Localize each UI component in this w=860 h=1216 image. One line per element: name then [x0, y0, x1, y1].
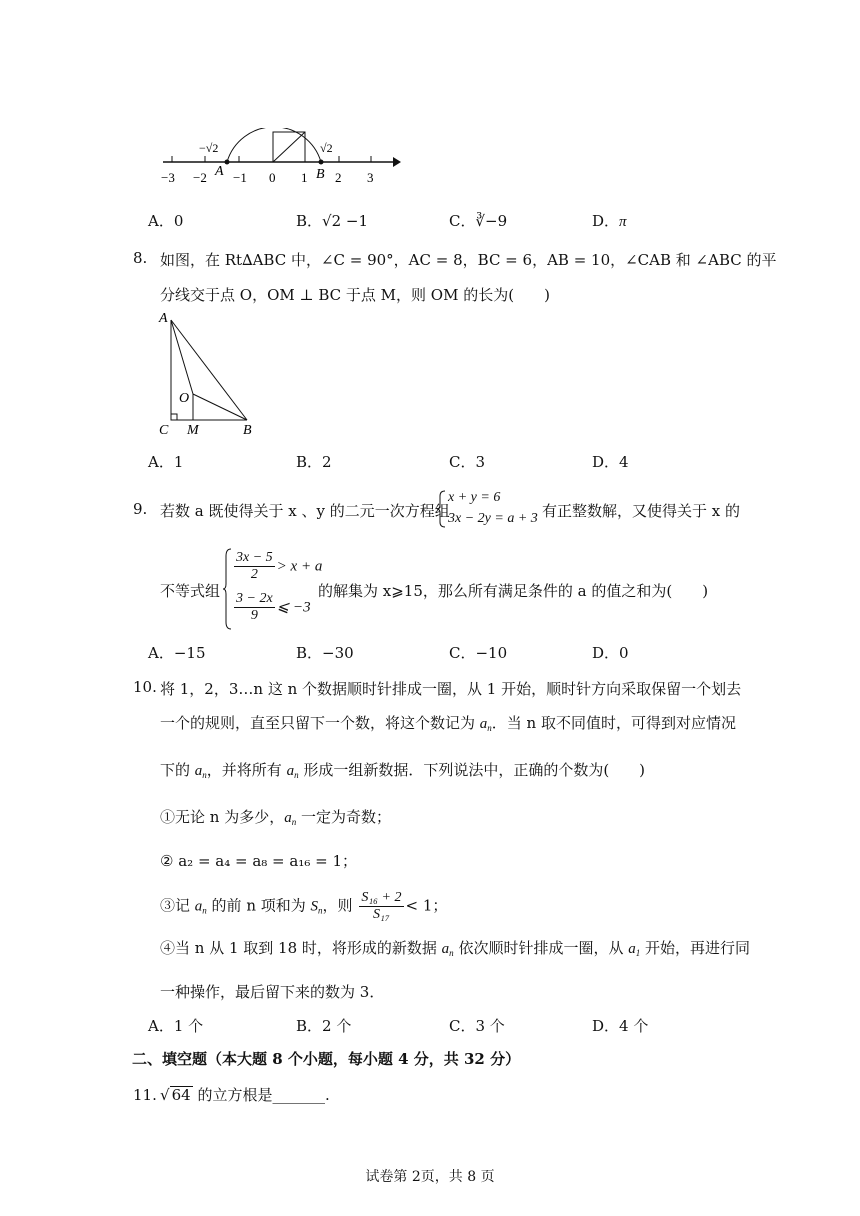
q10-line2: 一个的规则，直至只留下一个数，将这个数记为 $a_n$．当 n 取不同值时，可得到对应情况	[160, 714, 736, 733]
q9-option-c: C．−10	[449, 644, 508, 662]
q10-option-b: B．2 个	[296, 1017, 352, 1035]
system-eq2: 3x − 2y = a + 3	[448, 511, 538, 526]
q8-option-d: D．4	[592, 453, 629, 471]
q9-option-d: D．0	[592, 644, 629, 662]
q9-post: 有正整数解，又使得关于 x 的	[542, 502, 740, 520]
q9-ineq-post: 的解集为 x⩾15，那么所有满足条件的 a 的值之和为( )	[318, 582, 709, 600]
tick-label: 2	[335, 170, 342, 185]
q10-option-a: A．1 个	[148, 1017, 204, 1035]
q8-line1: 如图，在 Rt∆ABC 中，∠C = 90°，AC = 8，BC = 6，AB = 10，∠CAB 和 ∠ABC 的平	[160, 251, 777, 269]
tick-label: 0	[269, 170, 276, 185]
q8-option-c: C．3	[449, 453, 486, 471]
system-eq1: x + y = 6	[448, 490, 501, 505]
number-line-figure	[155, 128, 405, 186]
section-heading: 二、填空题（本大题 8 个小题，每小题 4 分，共 32 分）	[132, 1050, 521, 1068]
q10-statement-1: ①无论 n 为多少，$a_n$ 一定为奇数；	[160, 808, 391, 827]
q10-line1: 将 1，2，3…n 这 n 个数据顺时针排成一圈，从 1 开始，顺时针方向采取保留一个划去	[160, 680, 742, 698]
inequality-brace	[222, 548, 232, 630]
q8-option-b: B．2	[296, 453, 332, 471]
q11-text: √ 64 的立方根是_______.	[160, 1086, 330, 1104]
vertex-a: A	[159, 311, 168, 326]
q9-number: 9.	[133, 500, 148, 518]
q10-option-d: D．4 个	[592, 1017, 649, 1035]
q9-pre: 若数 a 既使得关于 x 、y 的二元一次方程组	[160, 502, 450, 520]
q11-number: 11.	[133, 1086, 157, 1104]
q9-ineq-lead: 不等式组	[160, 582, 221, 600]
point-o: O	[179, 391, 190, 406]
tick-label: 3	[367, 170, 374, 185]
point-a-label: A	[215, 164, 224, 179]
q7-option-d: D．π	[592, 212, 627, 230]
q10-line3: 下的 $a_n$，并将所有 $a_n$ 形成一组新数据．下列说法中，正确的个数为( )	[160, 761, 646, 780]
root2-label: √2	[320, 141, 333, 155]
point-m: M	[187, 423, 199, 438]
point-b-label: B	[316, 167, 325, 182]
tick-label: −2	[193, 170, 207, 185]
tick-label: 1	[301, 170, 308, 185]
q8-option-a: A．1	[148, 453, 184, 471]
triangle-figure	[155, 310, 265, 440]
q10-option-c: C．3 个	[449, 1017, 505, 1035]
vertex-b: B	[243, 423, 252, 438]
q10-statement-4: ④当 n 从 1 取到 18 时，将形成的新数据 $a_n$ 依次顺时针排成一圈，从 $a_1$ 开始，再进行同	[160, 939, 750, 958]
tick-label: −3	[161, 170, 175, 185]
ineq2: $\frac{3 - 2x}{9}$ ⩽ −3	[236, 591, 311, 623]
q10-statement-2: ② a₂ = a₄ = a₈ = a₁₆ = 1；	[160, 852, 358, 870]
q10-statement-4-cont: 一种操作，最后留下来的数为 3．	[160, 983, 385, 1001]
neg-root2-label: −√2	[199, 141, 219, 155]
q8-number: 8.	[133, 249, 148, 267]
ineq1: $\frac{3x - 5}{2}$ > x + a	[236, 550, 323, 582]
tick-label: −1	[233, 170, 247, 185]
vertex-c: C	[159, 423, 169, 438]
q7-option-a: A．0	[148, 212, 184, 230]
q7-option-c: C．∛−9	[449, 212, 508, 230]
q7-option-b: B．√2 −1	[296, 212, 369, 230]
system-brace	[436, 490, 446, 528]
q9-option-a: A．−15	[148, 644, 206, 662]
q10-number: 10.	[133, 678, 157, 696]
q10-statement-3: ③记 $a_n$ 的前 n 项和为 $S_n$，则 $\frac{\text{S₁₆ + 2}}{\text{S₁₇}}$ < 1；	[160, 890, 448, 922]
q9-option-b: B．−30	[296, 644, 354, 662]
q8-line2: 分线交于点 O，OM ⊥ BC 于点 M，则 OM 的长为( )	[160, 286, 550, 304]
page-footer: 试卷第 2页，共 8 页	[365, 1169, 495, 1185]
